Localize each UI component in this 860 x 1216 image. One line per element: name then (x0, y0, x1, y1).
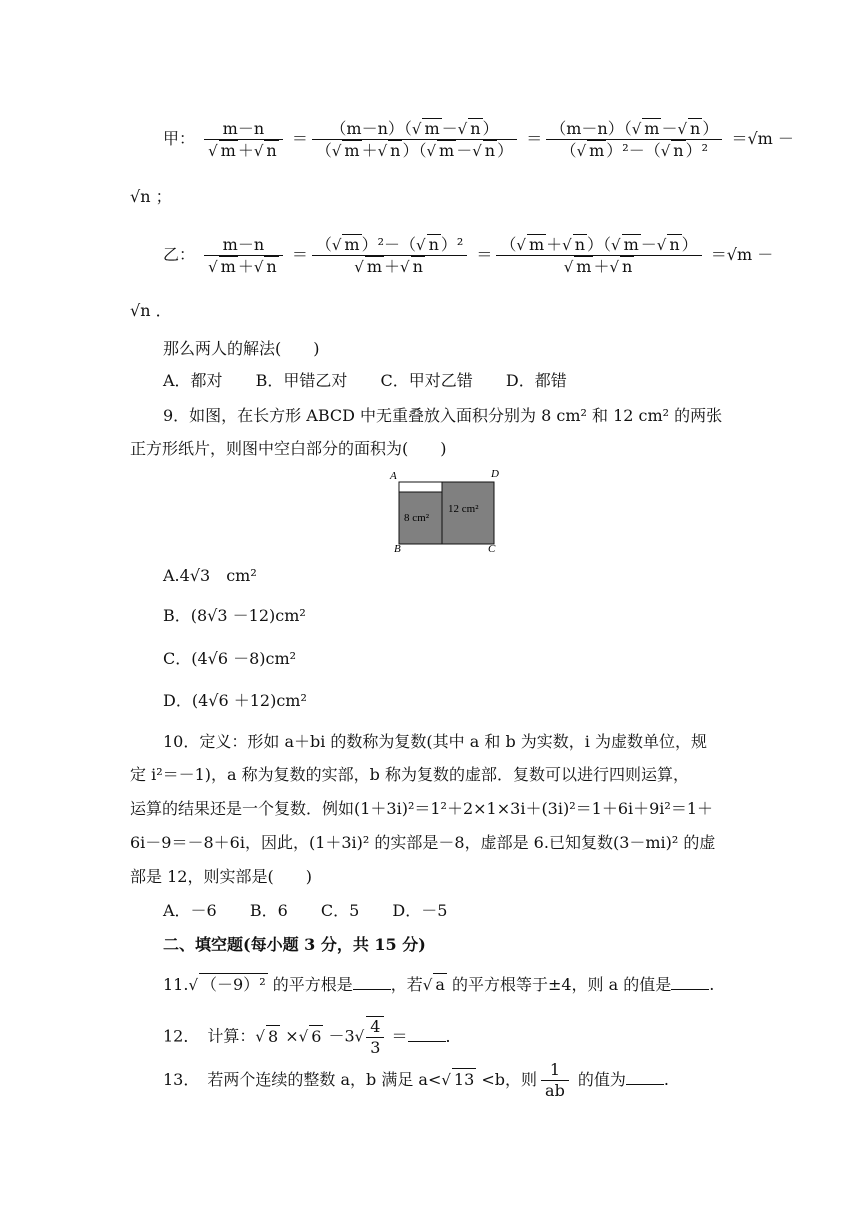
fig-label-c: C (488, 543, 496, 555)
q9-stem-1: 9．如图，在长方形 ABCD 中无重叠放入面积分别为 8 cm² 和 12 cm² 的两张 (163, 406, 723, 425)
yi-frac-2: $\frac{\text{（√ m ）²－（√ n ）²}}{√ m +√ n}$ (312, 234, 467, 277)
q9-option-c: C．(4√6 －8)cm² (163, 649, 297, 668)
q8-option-d: D．都错 (505, 371, 567, 390)
jia-frac-1: $\frac{m-n}{√ m +√ n}$ (204, 119, 283, 161)
fig-large-area: 12 cm² (448, 503, 479, 515)
q10-line-1: 10．定义：形如 a＋bi 的数称为复数(其中 a 和 b 为实数，i 为虚数单位，规 (163, 732, 708, 751)
q11-line: 11.√ （－9）² 的平方根是 ，若√ a 的平方根等于±4，则 a 的值是 . (163, 975, 715, 994)
q12-line: 12． 计算：√ 8 ×√ 6 －3√ $\frac{4}{3}$ ＝ ． (163, 1017, 462, 1057)
q8-option-b: B．甲错乙对 (255, 371, 348, 390)
yi-label: 乙： (163, 245, 196, 264)
section-title: 二、填空题(每小题 3 分，共 15 分) (163, 935, 426, 954)
jia-tail: ＝√m － (731, 129, 794, 148)
q8-options (163, 370, 595, 392)
q10-option-a: A．－6 (163, 901, 217, 920)
q11-blank-1[interactable] (353, 975, 391, 990)
q10-option-b: B．6 (249, 901, 288, 920)
q10-line-5: 部是 12，则实部是( ) (130, 867, 312, 886)
q10-line-3: 运算的结果还是一个复数．例如(1＋3i)²＝1²＋2×1×3i＋(3i)²＝1＋6i＋9i²＝1＋ (130, 799, 714, 818)
q13-line: 13． 若两个连续的整数 a，b 满足 a<√ 13 <b，则 $\frac{1}{ab}$ 的值为 . (163, 1060, 670, 1100)
q8-question: 那么两人的解法( ) (163, 339, 320, 358)
q10-options (163, 900, 475, 922)
yi-frac-3: $\frac{(√ m +√ n )(√ m -√ n )}{√ m +√ n}$ (496, 234, 701, 277)
q10-line-4: 6i－9＝－8＋6i，因此，(1＋3i)² 的实部是－8，虚部是 6.已知复数(3－mi)² 的虚 (130, 833, 716, 852)
jia-label: 甲： (163, 129, 196, 148)
q13-text-1: 13． 若两个连续的整数 a，b 满足 a< (163, 1070, 442, 1089)
fig-small-area: 8 cm² (404, 512, 429, 524)
yi-frac-1: $\frac{m-n}{√ m +√ n}$ (204, 235, 283, 277)
q13-text-2: <b，则 (481, 1070, 538, 1089)
q10-line-2: 定 i²＝－1)，a 称为复数的实部，b 称为复数的虚部．复数可以进行四则运算， (130, 765, 689, 784)
fig-label-d: D (491, 468, 499, 480)
q11-text-2: ，若 (390, 975, 423, 994)
q9-figure (388, 466, 518, 556)
q11-text-1: 的平方根是 (272, 975, 353, 994)
q12-end: ． (445, 1026, 462, 1046)
yi-line-2: √n ． (130, 301, 172, 320)
fig-label-b: B (394, 543, 401, 555)
q8-option-c: C．甲对乙错 (380, 371, 473, 390)
q9-option-a: A.4√3 cm² (163, 566, 257, 585)
q11-blank-2[interactable] (671, 975, 709, 990)
q9-option-b: B．(8√3 －12)cm² (163, 606, 306, 625)
q11-end: . (709, 975, 715, 994)
q10-option-d: D．－5 (392, 901, 448, 920)
yi-line: 乙： $\frac{m-n}{√ m +√ n}$ ＝ $\frac{\text{（√ m ）²－（√ n ）²}}{√ m +√ n}$ ＝ $\frac{(√ m +√ n )(√ m -√ n )}{√ m +√ n}$ ＝√m － (163, 234, 774, 276)
q9-stem-2: 正方形纸片，则图中空白部分的面积为( ) (130, 439, 447, 458)
q12-blank[interactable] (408, 1027, 446, 1042)
q9-option-d: D．(4√6 ＋12)cm² (163, 691, 307, 710)
jia-frac-2: $\frac{(m-n)(√ m -√ n )}{(√ m +√ n )(√ m -√ n )}$ (312, 118, 517, 161)
q13-blank[interactable] (626, 1070, 664, 1085)
q12-text: 12． 计算： (163, 1026, 256, 1046)
q8-option-a: A．都对 (163, 371, 223, 390)
jia-line: 甲： $\frac{m-n}{√ m +√ n}$ ＝ $\frac{(m-n)(√ m -√ n )}{(√ m +√ n )(√ m -√ n )}$ ＝ $\frac{(m-n)(√ m -√ n )}{\text{（√ m ）²－（√ n ）²}}$ ＝√m － (163, 118, 794, 160)
q10-option-c: C．5 (320, 901, 360, 920)
jia-frac-3: $\frac{(m-n)(√ m -√ n )}{\text{（√ m ）²－（√ n ）²}}$ (546, 118, 722, 161)
fig-label-a: A (390, 470, 397, 482)
q11-number: 11. (163, 975, 189, 994)
q11-text-3: 的平方根等于±4，则 a 的值是 (451, 975, 672, 994)
yi-tail: ＝√m － (710, 245, 774, 264)
q13-text-3: 的值为 (577, 1070, 626, 1089)
q13-end: . (663, 1070, 670, 1089)
jia-line-2: √n ； (130, 187, 172, 206)
